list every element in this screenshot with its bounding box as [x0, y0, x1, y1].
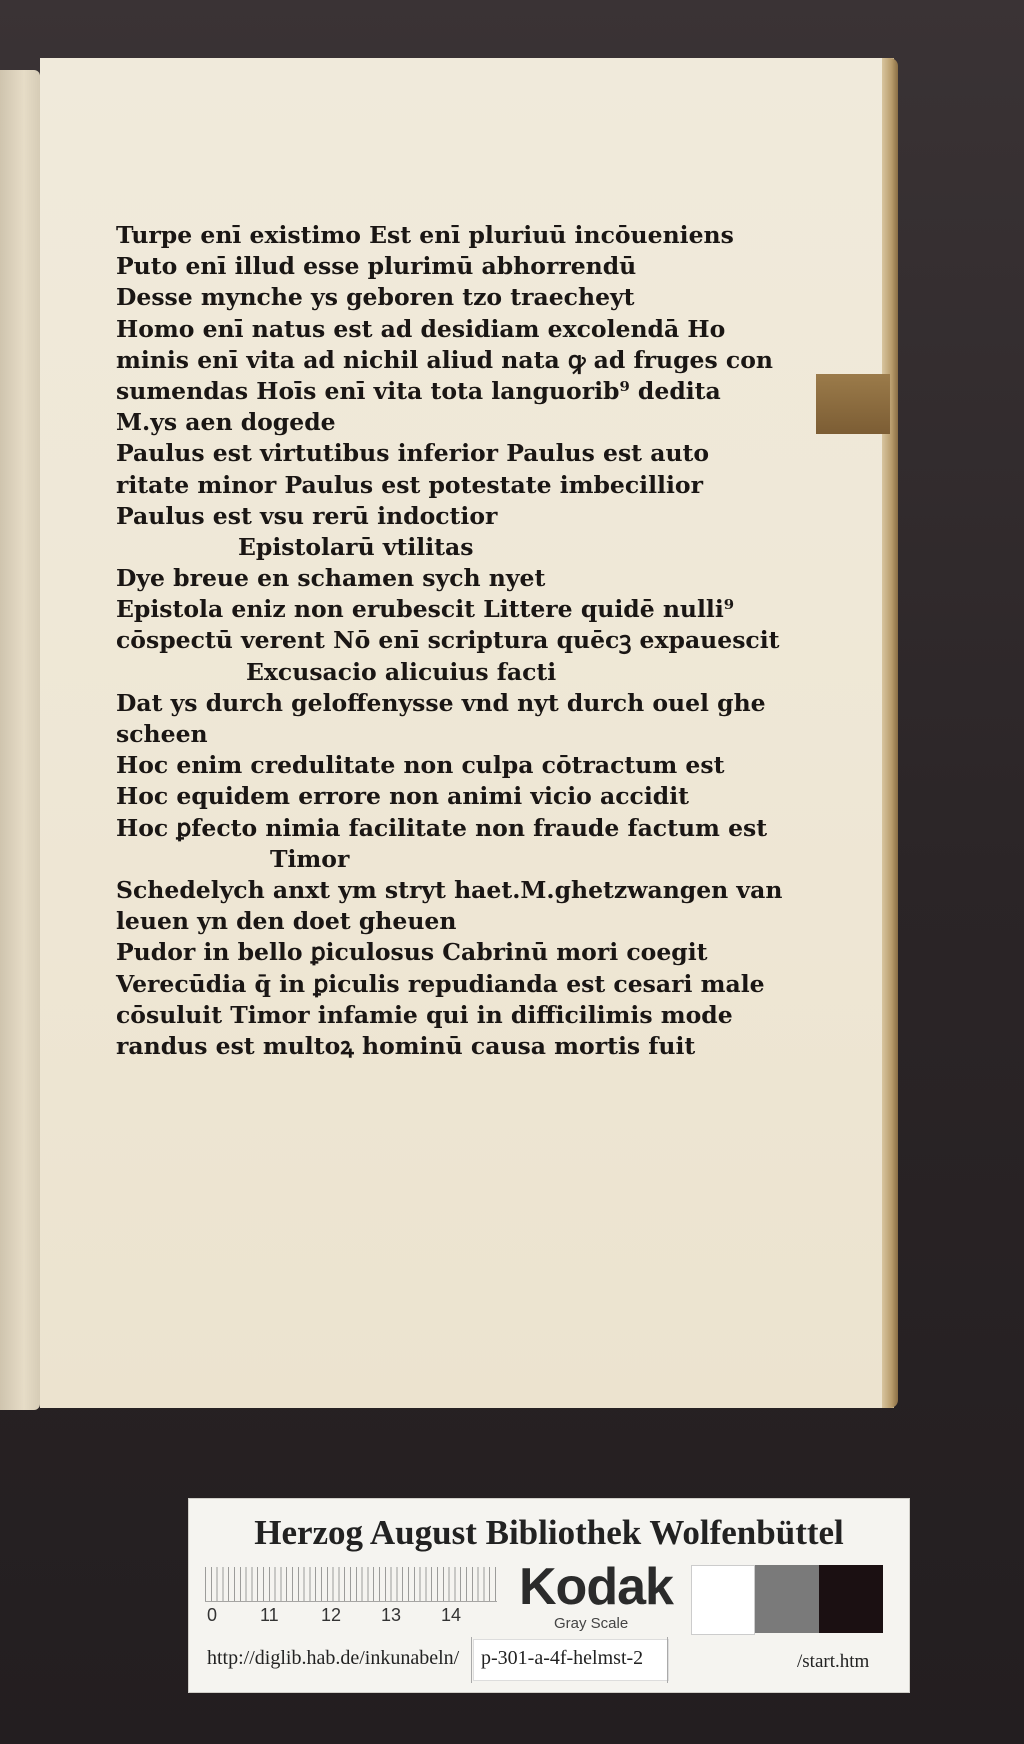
- text-line: leuen yn den doet gheuen: [116, 907, 457, 936]
- text-line: Hoc enim credulitate non culpa cōtractum est: [116, 751, 725, 780]
- ruler-ticks: [205, 1567, 497, 1602]
- section-heading: Epistolarū vtilitas: [238, 532, 474, 561]
- text-line: Schedelych anxt ym stryt haet.M.ghetzwangen van: [116, 875, 783, 904]
- section-heading: Timor: [270, 844, 350, 873]
- library-title: Herzog August Bibliothek Wolfenbüttel: [254, 1513, 844, 1552]
- ruler-number: 14: [441, 1605, 462, 1625]
- gray-swatch: [755, 1565, 819, 1633]
- ruler-number: 0: [207, 1605, 218, 1625]
- text-line: Paulus est vsu rerū indoctior: [116, 501, 498, 530]
- url-id: p-301-a-4f-helmst-2: [481, 1647, 644, 1669]
- ruler-number: 13: [381, 1605, 402, 1625]
- page-tab-marker: [816, 374, 890, 434]
- text-line: Turpe enī existimo Est enī pluriuū incōueniens: [116, 221, 734, 249]
- ruler-number: 12: [321, 1605, 342, 1625]
- text-line: sumendas Hoīs enī vita tota languorib⁹ dedita: [116, 376, 721, 405]
- page-fore-edge: [882, 58, 898, 1408]
- text-line: Epistola eniz non erubescit Littere quidē nulli⁹: [116, 595, 735, 624]
- text-line: Homo enī natus est ad desidiam excolendā Ho: [116, 314, 726, 343]
- text-line: Desse mynche ys geboren tzo traecheyt: [116, 283, 635, 312]
- text-line: Hoc ꝑfecto nimia facilitate non fraude factum est: [116, 813, 768, 842]
- text-line: Dye breue en schamen sych nyet: [116, 564, 546, 593]
- incunable-text: [116, 220, 783, 1062]
- ruler-scale: [205, 1567, 497, 1623]
- text-line: Dat ys durch geloffenysse vnd nyt durch ouel ghe: [116, 688, 766, 717]
- text-line: cōsuluit Timor infamie qui in difficilimis mode: [116, 1000, 733, 1029]
- text-line: cōspectū verent Nō enī scriptura quēcꝫ expauescit: [116, 626, 780, 655]
- text-line: ritate minor Paulus est potestate imbecillior: [116, 470, 703, 499]
- divider: [667, 1637, 668, 1683]
- text-line: Pudor in bello ꝑiculosus Cabrinū mori coegit: [116, 938, 708, 967]
- white-swatch: [691, 1565, 755, 1635]
- section-heading: Excusacio alicuius facti: [246, 657, 557, 686]
- url-end: /start.htm: [797, 1651, 870, 1672]
- divider: [471, 1637, 472, 1683]
- url-base: http://diglib.hab.de/inkunabeln/: [207, 1647, 460, 1669]
- ruler-number: 11: [260, 1605, 279, 1625]
- black-swatch: [819, 1565, 883, 1633]
- color-reference-card: [188, 1498, 910, 1693]
- facing-page-edge: [0, 70, 40, 1410]
- text-line: Paulus est virtutibus inferior Paulus est auto: [116, 439, 710, 468]
- ruler-numbers: [205, 1605, 497, 1627]
- gray-scale-label: Gray Scale: [554, 1615, 629, 1632]
- text-line: Puto enī illud esse plurimū abhorrendū: [116, 252, 637, 281]
- text-line: Hoc equidem errore non animi vicio accidit: [116, 782, 689, 811]
- text-line: minis enī vita ad nichil aliud nata ꝙ ad fruges con: [116, 345, 773, 374]
- kodak-logo: Kodak: [519, 1558, 673, 1616]
- text-line: M.ys aen dogede: [116, 408, 336, 437]
- text-line: randus est multoꝝ hominū causa mortis fuit: [116, 1031, 696, 1060]
- text-line: Verecūdia q̄ in ꝑiculis repudianda est cesari male: [116, 969, 765, 998]
- text-line: scheen: [116, 720, 208, 748]
